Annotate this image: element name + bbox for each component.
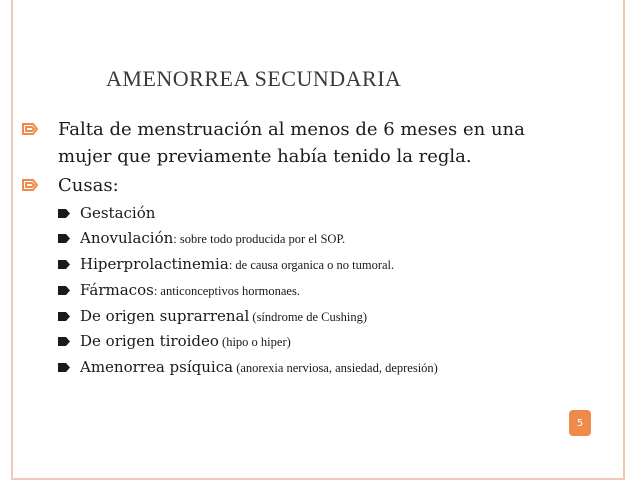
page-number-badge: 5 bbox=[569, 410, 591, 436]
filled-bullet-icon bbox=[58, 362, 70, 373]
filled-bullet-icon bbox=[58, 259, 70, 270]
bullet-line: mujer que previamente había tenido la regla. bbox=[58, 146, 472, 167]
slide-title: AMENORREA SECUNDARIA bbox=[106, 66, 402, 91]
filled-bullet-icon bbox=[58, 208, 70, 219]
sub-item-main: De origen tiroideo bbox=[80, 332, 219, 350]
filled-bullet-icon bbox=[58, 285, 70, 296]
sub-item-main: De origen suprarrenal bbox=[80, 307, 250, 325]
hollow-square-bullet-icon bbox=[22, 178, 38, 192]
sub-item-detail: : sobre todo producida por el SOP. bbox=[173, 232, 346, 246]
filled-bullet-icon bbox=[58, 336, 70, 347]
filled-bullet-icon bbox=[58, 311, 70, 322]
sub-item-detail: : de causa organica o no tumoral. bbox=[228, 258, 395, 272]
sub-item-detail: (anorexia nerviosa, ansiedad, depresión) bbox=[233, 361, 438, 375]
sub-item-main: Amenorrea psíquica bbox=[80, 358, 234, 376]
sub-item-main: Hiperprolactinemia bbox=[80, 255, 229, 273]
sub-item-detail: (síndrome de Cushing) bbox=[249, 310, 367, 324]
sub-item-main: Anovulación bbox=[80, 229, 174, 247]
bullet-line: Cusas: bbox=[58, 175, 119, 196]
sub-item-detail: (hipo o hiper) bbox=[218, 335, 291, 349]
bullet-line: Falta de menstruación al menos de 6 meses en una bbox=[58, 119, 525, 140]
filled-bullet-icon bbox=[58, 233, 70, 244]
sub-item-detail: : anticonceptivos hormonaes. bbox=[153, 284, 300, 298]
sub-item-main: Fármacos bbox=[80, 281, 154, 299]
sub-item-main: Gestación bbox=[80, 204, 156, 222]
hollow-square-bullet-icon bbox=[22, 122, 38, 136]
